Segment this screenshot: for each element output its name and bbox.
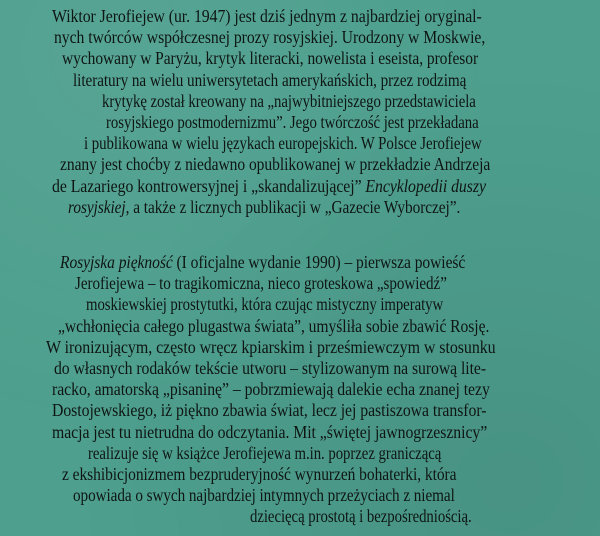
text-line: i publikowana w wielu językach europejskich. W Polsce Jerofiejew: [84, 133, 482, 154]
text-line: realizuje się w książce Jerofiejewa m.in. poprzez graniczącą: [88, 442, 442, 463]
text-line: racko, amatorską „pisaninę” – pobrzmiewają dalekie echa znanej tezy: [52, 379, 490, 400]
text-line: rosyjskiego postmodernizmu”. Jego twórczość jest przekładana: [106, 111, 479, 132]
book-title-italic: Rosyjska piękność: [60, 252, 173, 272]
text-line: krytykę został kreowany na „najwybitniejszego przedstawiciela: [102, 90, 476, 111]
text-line: Jerofiejewa – to tragikomiczna, nieco groteskowa „spowiedź”: [75, 273, 447, 294]
text-line: z ekshibicjonizmem bezpruderyjność wynurzeń bohaterki, która: [62, 463, 457, 484]
text-line: macja jest tu nietrudna do odczytania. Mit „świętej jawnogrzesznicy”: [52, 421, 488, 442]
book-title-italic: rosyjskiej: [68, 196, 126, 217]
text-line: literatury na wielu uniwersytetach amerykańskich, przez rodzimą: [73, 69, 467, 90]
text-line: de Lazariego kontrowersyjnej i „skandalizującej” Encyklopedii duszy: [52, 175, 486, 196]
book-title-italic: Encyklopedii duszy: [365, 175, 486, 196]
text-line: opowiada o swych najbardziej intymnych przeżyciach z niemal: [73, 485, 455, 506]
text-line: Wiktor Jerofiejew (ur. 1947) jest dziś jednym z najbardziej oryginal-: [52, 6, 482, 26]
author-bio-paragraph: [0, 6, 600, 218]
text-line: znany jest choćby z niedawno opublikowanej w przekładzie Andrzeja: [60, 154, 491, 175]
text-line: wychowany w Paryżu, krytyk literacki, nowelista i eseista, profesor: [62, 48, 479, 69]
text-line: Rosyjska piękność (I oficjalne wydanie 1990) – pierwsza powieść: [60, 252, 466, 272]
text-line: W ironizującym, często wręcz kpiarskim i prześmiewczym w stosunku: [46, 336, 496, 357]
text-line: rosyjskiej, a także z licznych publikacji w „Gazecie Wyborczej”.: [68, 196, 461, 217]
text-line: do własnych rodaków tekście utworu – stylizowanym na surową lite-: [54, 357, 487, 378]
text-line: nych twórców współczesnej prozy rosyjskiej. Urodzony w Moskwie,: [54, 27, 486, 48]
text-line: „wchłonięcia całego plugastwa świata”, umyśliła sobie zbawić Rosję.: [58, 315, 490, 336]
book-description-paragraph: [0, 252, 600, 527]
text-line: moskiewskiej prostytutki, która czując mistyczny imperatyw: [86, 294, 444, 315]
text-line: dziecięcą prostotą i bezpośredniością.: [250, 506, 472, 527]
text-line: Dostojewskiego, iż piękno zbawia świat, lecz jej pastiszowa transfor-: [52, 400, 487, 421]
